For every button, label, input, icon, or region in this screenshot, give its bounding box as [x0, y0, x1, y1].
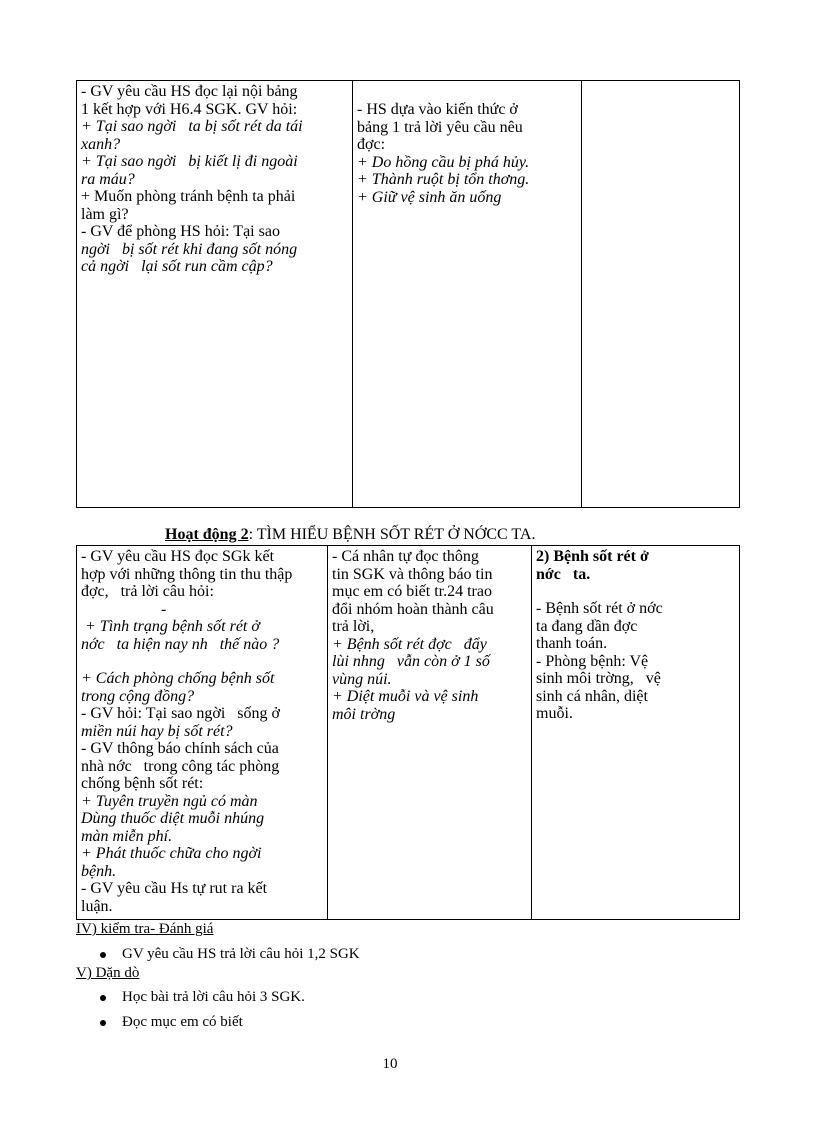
activity-table-2 [76, 545, 740, 920]
t2c2-line: - Cá nhân tự đọc thông [332, 548, 479, 565]
t2c3-line: sinh cá nhân, diệt [536, 687, 648, 705]
t2c1-line: nhà nớc trong công tác phòng [81, 757, 280, 775]
t1c2-line: - HS dựa vào kiến thức ở [357, 101, 518, 118]
table2-student-cell [328, 546, 532, 920]
t2c1-line: + Cách phòng chống bệnh sốt [81, 670, 275, 687]
section-4-item-text: GV yêu cầu HS trả lời câu hỏi 1,2 SGK [122, 946, 360, 962]
t1c1-line: + Tại sao ngời ta bị sốt rét da tái [81, 118, 303, 135]
t2c3-gap [536, 583, 735, 600]
t2c1-line: + Tuyên truyền ngủ có màn [81, 792, 258, 810]
section-5-item-text: Học bài trả lời câu hỏi 3 SGK. [122, 989, 305, 1005]
t1c1-line: làm gì? [81, 205, 129, 223]
t1c1-line: xanh? [81, 135, 121, 153]
t2c3-line: - Phòng bệnh: Vệ [536, 652, 649, 670]
t2c2-line: đổi nhóm hoàn thành câu [332, 600, 494, 618]
t2c1-line: hợp với những thông tin thu thập [81, 565, 293, 583]
section-5-item [100, 989, 305, 1006]
t2c2-line: + Bệnh sốt rét đợc đẩy [332, 635, 487, 653]
activity-2-heading [165, 526, 535, 544]
table1-student-cell [353, 81, 582, 508]
t1c2-line: + Do hồng cầu bị phá hủy. [357, 153, 530, 171]
t1c1-line: + Tại sao ngời bị kiết lị đi ngoài [81, 153, 298, 170]
table1-teacher-cell [77, 81, 353, 508]
t2c1-line: + Tình trạng bệnh sốt rét ở [81, 618, 260, 635]
bullet-icon [100, 952, 106, 958]
table1-content-cell [582, 81, 740, 508]
t2c1-line: trong cộng đồng? [81, 687, 195, 705]
bullet-icon [100, 995, 106, 1001]
section-5-item [100, 1014, 243, 1031]
t1c2-line: + Thành ruột bị tổn thơng. [357, 171, 530, 188]
section-5-item-text: Đọc mục em có biết [122, 1014, 243, 1030]
t2c1-line: miền núi hay bị sốt rét? [81, 722, 233, 740]
t1c1-line: 1 kết hợp với H6.4 SGK. GV hỏi: [81, 100, 298, 118]
t2c1-line: luận. [81, 897, 113, 915]
section-4-item [100, 946, 360, 963]
t2c1-line: bệnh. [81, 862, 117, 880]
t2c3-line: nớc ta. [536, 565, 591, 583]
t1c2-line: + Giữ vệ sinh ăn uống [357, 188, 502, 206]
t1c1-line: - GV để phòng HS hỏi: Tại sao [81, 223, 280, 240]
section-5-title: V) Dặn dò [76, 965, 140, 981]
t1c1-line: + Muốn phòng tránh bệnh ta phải [81, 188, 296, 205]
table2-teacher-cell [77, 546, 328, 920]
t2c1-line: chống bệnh sốt rét: [81, 775, 204, 792]
t2c2-line: lùi nhng vẫn còn ở 1 số [332, 653, 490, 670]
t2c2-line: trả lời, [332, 618, 375, 635]
t1c1-line: - GV yêu cầu HS đọc lại nội bảng [81, 83, 298, 100]
t2c3-line: ta đang dần đợc [536, 617, 638, 635]
activity-2-title: : TÌM HIỂU BỆNH SỐT RÉT Ở NỚCC TA. [248, 526, 536, 543]
t2c1-line: + Phát thuốc chữa cho ngời [81, 845, 262, 862]
t1c1-line: ngời bị sốt rét khi đang sốt nóng [81, 240, 298, 258]
activity-2-label: Hoạt động 2 [165, 526, 249, 543]
page-number: 10 [382, 1056, 398, 1072]
section-4-title: IV) kiểm tra- Đánh giá [76, 921, 214, 937]
t2c3-line: - Bệnh sốt rét ở nớc [536, 600, 663, 617]
t2c2-line: môi trờng [332, 705, 396, 723]
t2c3-line: muỗi. [536, 705, 573, 722]
t2c2-line: mục em có biết tr.24 trao [332, 583, 492, 600]
t2c2-line: tin SGK và thông báo tin [332, 565, 493, 583]
bullet-icon [100, 1020, 106, 1026]
t2c1-line: - GV yêu cầu Hs tự rut ra kết [81, 880, 268, 897]
t2c1-gap [81, 653, 323, 670]
t2c1-line: Dùng thuốc diệt muỗi nhúng [81, 810, 265, 827]
t2c2-line: vùng núi. [332, 670, 392, 688]
t2c1-line: đợc, trả lời câu hỏi: [81, 583, 214, 600]
t2c1-line: - GV yêu cầu HS đọc SGk kết [81, 548, 275, 565]
t1c1-line: ra máu? [81, 170, 135, 188]
t2c3-line: thanh toán. [536, 635, 608, 652]
t1c2-line: đợc: [357, 136, 386, 153]
t2c1-line: - GV thông báo chính sách của [81, 740, 279, 757]
table2-content-cell [532, 546, 740, 920]
t2c3-line: 2) Bệnh sốt rét ở [536, 548, 649, 565]
t2c1-line: màn miễn phí. [81, 827, 173, 845]
t2c2-line: + Diệt muỗi và vệ sinh [332, 688, 479, 705]
t1c2-line: bảng 1 trả lời yêu cầu nêu [357, 118, 523, 136]
t2c1-line: nớc ta hiện nay nh thế nào ? [81, 635, 280, 653]
t1c1-line: cả ngời lại sốt run cầm cập? [81, 258, 273, 275]
t2c1-line: - GV hỏi: Tại sao ngời sống ở [81, 705, 280, 722]
activity-table-1 [76, 80, 740, 508]
t2c1-line: - [81, 600, 167, 618]
t2c3-line: sinh môi trờng, vệ [536, 670, 661, 687]
